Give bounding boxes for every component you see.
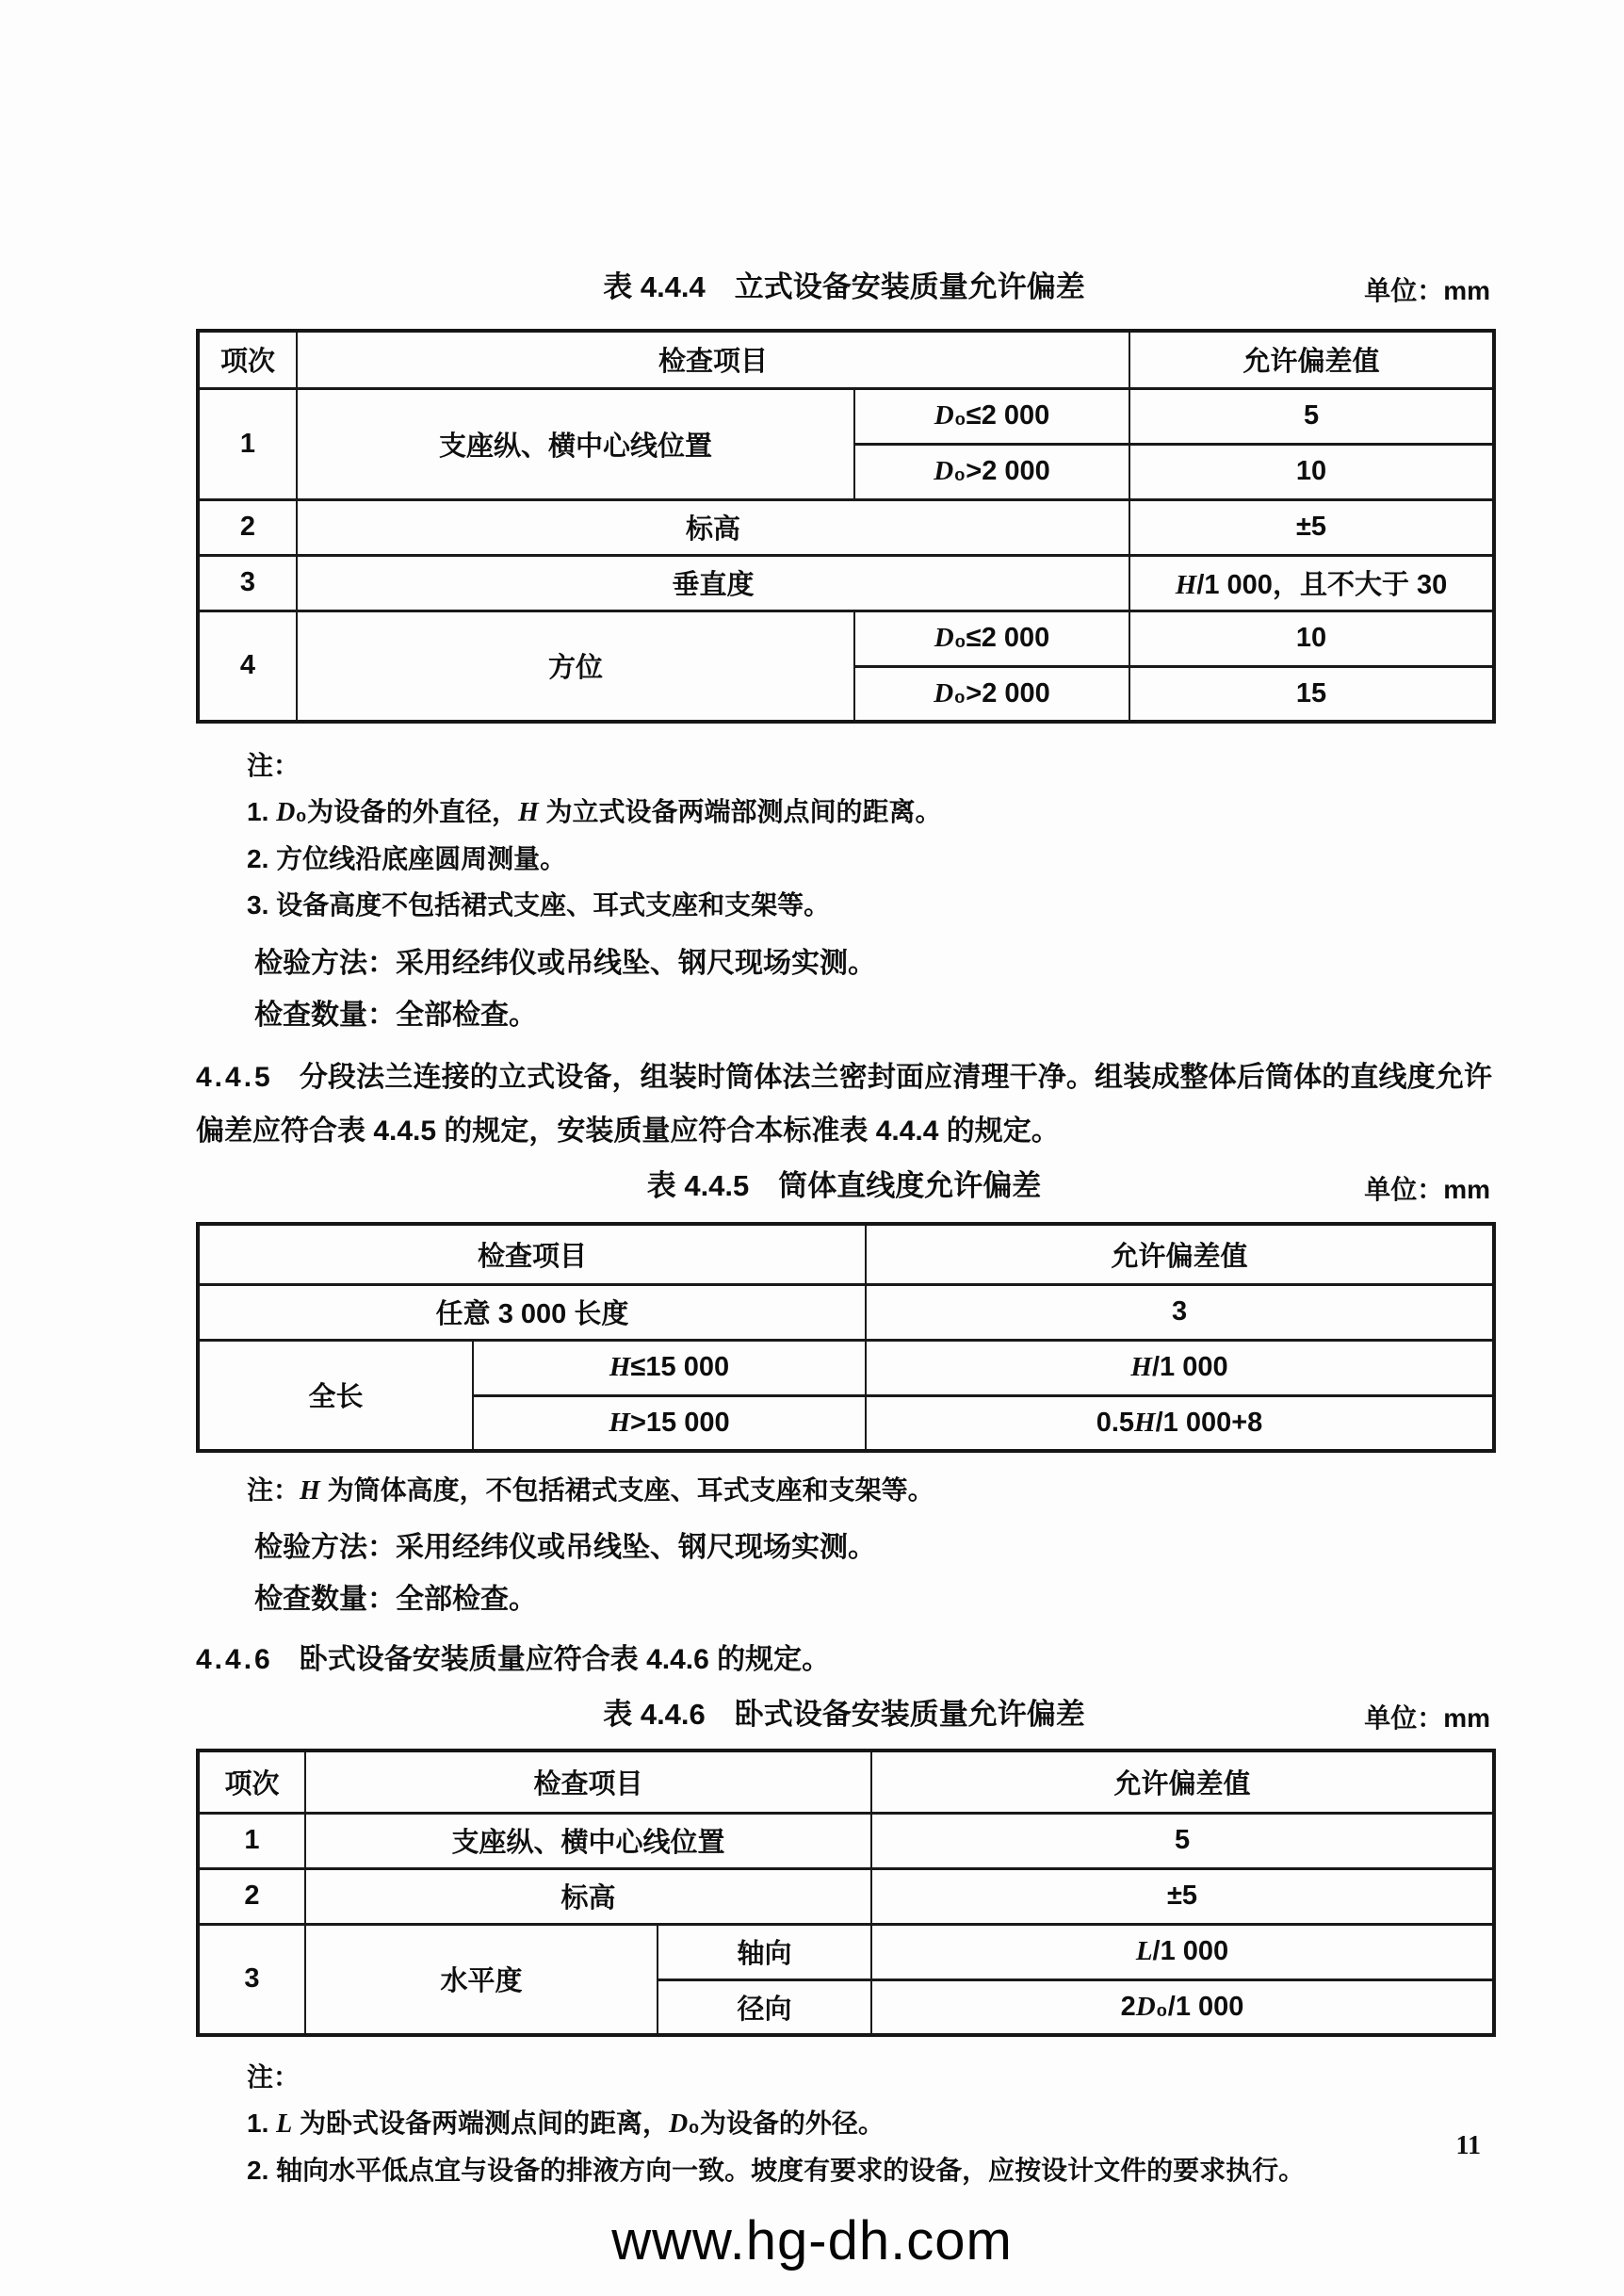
- table-444-caption-row: [196, 269, 1492, 306]
- cell-item: 垂直度: [297, 555, 1129, 611]
- section-number: 4.4.5: [196, 1062, 273, 1093]
- cell-no: 1: [198, 1813, 305, 1868]
- cell-condition: D₀≤2 000: [854, 611, 1129, 666]
- cell-item: 任意 3 000 长度: [198, 1284, 866, 1340]
- cell-value: 10: [1129, 444, 1494, 499]
- note-line: 1. D₀为设备的外直径，H 为立式设备两端部测点间的距离。: [247, 797, 942, 827]
- cell-item: 支座纵、横中心线位置: [297, 388, 854, 499]
- table-row: [198, 1868, 1494, 1924]
- table-row: [198, 1750, 1494, 1813]
- cell-condition: 轴向: [658, 1924, 871, 1979]
- table-row: [198, 1284, 1494, 1340]
- cell-value: ±5: [1129, 499, 1494, 555]
- inspection-quantity: 检查数量：全部检查。: [254, 1000, 537, 1031]
- table-445-unit: 单位：mm: [1364, 1175, 1490, 1204]
- watermark-url: www.hg-dh.com: [611, 2210, 1013, 2272]
- table-445-note: 注：H 为筒体高度，不包括裙式支座、耳式支座和支架等。: [247, 1475, 934, 1506]
- table-row: [198, 1924, 1494, 1979]
- table-row: [198, 1813, 1494, 1868]
- header-allowed-deviation: 允许偏差值: [1129, 331, 1494, 388]
- cell-item: 标高: [297, 499, 1129, 555]
- table-row: [198, 1224, 1494, 1284]
- cell-no: 2: [198, 499, 297, 555]
- cell-item: 标高: [305, 1868, 871, 1924]
- cell-no: 3: [198, 555, 297, 611]
- table-row: [198, 1340, 1494, 1395]
- page-content: [196, 269, 1492, 2193]
- note-line: 3. 设备高度不包括裙式支座、耳式支座和支架等。: [247, 890, 831, 920]
- table-row: [198, 499, 1494, 555]
- cell-value: 5: [1129, 388, 1494, 444]
- cell-condition: 径向: [658, 1979, 871, 2035]
- table-445: [196, 1222, 1496, 1453]
- header-check-item: 检查项目: [198, 1224, 866, 1284]
- table-446: [196, 1749, 1496, 2037]
- inspection-method: 检验方法：采用经纬仪或吊线坠、钢尺现场实测。: [254, 1532, 876, 1563]
- page-number: 11: [1455, 2131, 1481, 2160]
- table-446-unit: 单位：mm: [1364, 1703, 1490, 1733]
- cell-value: 3: [866, 1284, 1494, 1340]
- table-row: [198, 331, 1494, 388]
- cell-condition: H≤15 000: [473, 1340, 866, 1395]
- section-text: 卧式设备安装质量应符合表 4.4.6 的规定。: [299, 1644, 831, 1675]
- table-446-caption-row: [196, 1696, 1492, 1734]
- table-row: [198, 388, 1494, 444]
- table-446-title: 表 4.4.6 卧式设备安装质量允许偏差: [603, 1698, 1085, 1731]
- cell-item: 水平度: [305, 1924, 658, 2035]
- cell-condition: D₀≤2 000: [854, 388, 1129, 444]
- cell-no: 2: [198, 1868, 305, 1924]
- section-445-paragraph: [196, 1050, 1492, 1158]
- table-445-caption-row: [196, 1167, 1492, 1205]
- header-check-item: 检查项目: [305, 1750, 871, 1813]
- table-row: [198, 555, 1494, 611]
- note-line: 2. 轴向水平低点宜与设备的排液方向一致。坡度有要求的设备，应按设计文件的要求执行。: [247, 2156, 1306, 2185]
- cell-no: 1: [198, 388, 297, 499]
- cell-value: 5: [871, 1813, 1494, 1868]
- cell-value: L/1 000: [871, 1924, 1494, 1979]
- notes-label: 注：: [247, 2062, 300, 2092]
- cell-condition: D₀>2 000: [854, 666, 1129, 722]
- table-446-notes: [247, 2054, 1492, 2193]
- cell-value: 15: [1129, 666, 1494, 722]
- cell-value: ±5: [871, 1868, 1494, 1924]
- inspection-method: 检验方法：采用经纬仪或吊线坠、钢尺现场实测。: [254, 948, 876, 979]
- table-444-inspection: [254, 937, 1492, 1041]
- cell-no: 3: [198, 1924, 305, 2035]
- section-text: 分段法兰连接的立式设备，组装时筒体法兰密封面应清理干净。组装成整体后筒体的直线度允许偏差应符合表 4.4.5 的规定，安装质量应符合本标准表 4.4.4 的规定。: [196, 1062, 1492, 1147]
- header-item-no: 项次: [198, 331, 297, 388]
- note-line: 1. L 为卧式设备两端测点间的距离，D₀为设备的外径。: [247, 2109, 885, 2139]
- inspection-quantity: 检查数量：全部检查。: [254, 1584, 537, 1615]
- cell-item: 方位: [297, 611, 854, 722]
- cell-value: 0.5H/1 000+8: [866, 1395, 1494, 1451]
- table-row: [198, 611, 1494, 666]
- header-check-item: 检查项目: [297, 331, 1129, 388]
- table-444-title: 表 4.4.4 立式设备安装质量允许偏差: [603, 270, 1085, 303]
- table-444-notes: [247, 742, 1492, 928]
- cell-condition: D₀>2 000: [854, 444, 1129, 499]
- cell-no: 4: [198, 611, 297, 722]
- table-445-title: 表 4.4.5 筒体直线度允许偏差: [646, 1169, 1042, 1202]
- table-444: [196, 329, 1496, 724]
- cell-value: 10: [1129, 611, 1494, 666]
- cell-item: 支座纵、横中心线位置: [305, 1813, 871, 1868]
- header-allowed-deviation: 允许偏差值: [871, 1750, 1494, 1813]
- section-446-paragraph: [196, 1633, 1492, 1686]
- table-445-inspection: [254, 1522, 1492, 1625]
- header-allowed-deviation: 允许偏差值: [866, 1224, 1494, 1284]
- note-line: 2. 方位线沿底座圆周测量。: [247, 844, 567, 873]
- cell-value: 2D₀/1 000: [871, 1979, 1494, 2035]
- cell-value: H/1 000: [866, 1340, 1494, 1395]
- header-item-no: 项次: [198, 1750, 305, 1813]
- notes-label: 注：: [247, 751, 300, 780]
- cell-condition: H>15 000: [473, 1395, 866, 1451]
- cell-value: H/1 000，且不大于 30: [1129, 555, 1494, 611]
- table-444-unit: 单位：mm: [1364, 276, 1490, 305]
- section-number: 4.4.6: [196, 1644, 273, 1675]
- cell-item: 全长: [198, 1340, 473, 1451]
